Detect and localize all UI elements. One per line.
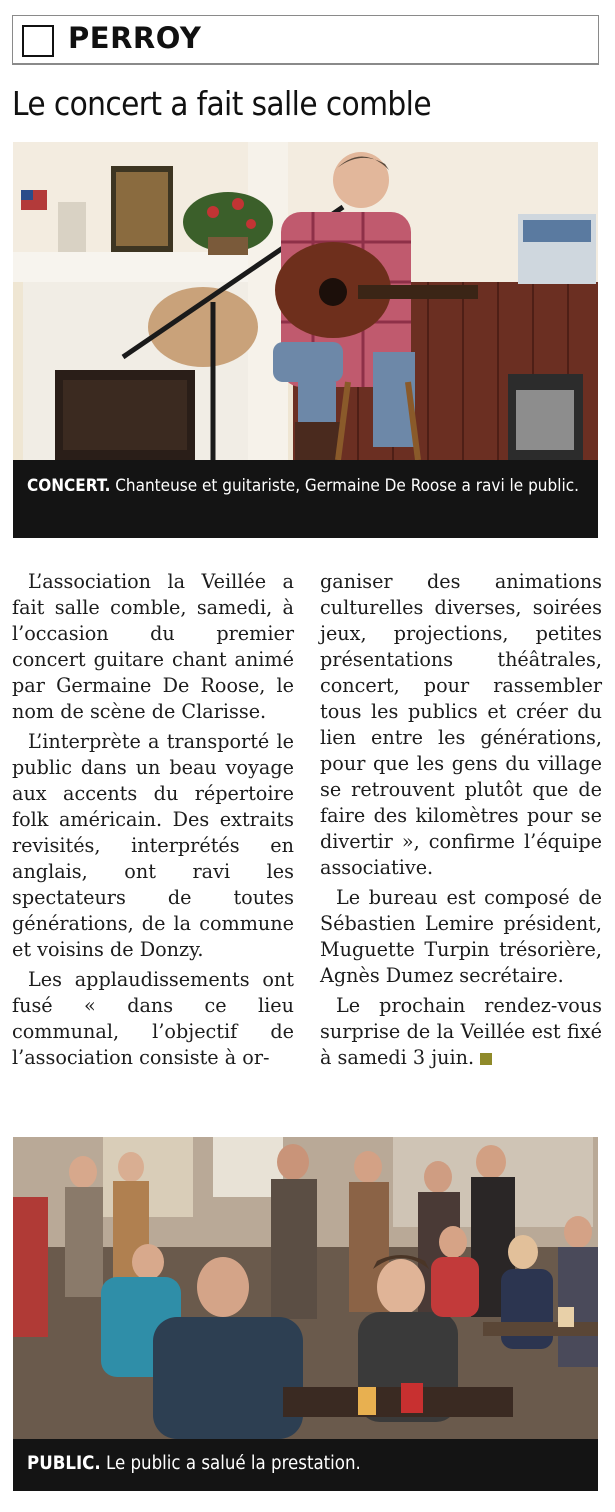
paragraph: L’association la Veillée a fait salle comble, samedi, à l’occasion du premier concert guitare chant animé par Germaine De Roose, le nom de scène de Clarisse. bbox=[12, 570, 294, 723]
end-mark-icon bbox=[480, 1053, 492, 1065]
concert-caption bbox=[13, 460, 598, 538]
paragraph: Les applaudissements ont fusé « dans ce lieu communal, l’objectif de l’association consiste à or- bbox=[12, 968, 294, 1069]
paragraph-text: Le prochain rendez-vous surprise de la Veillée est fixé à samedi 3 juin. bbox=[320, 994, 602, 1069]
article-column-1 bbox=[12, 569, 294, 1075]
audience-photo bbox=[13, 1137, 598, 1439]
audience-caption bbox=[13, 1439, 598, 1491]
paragraph: ganiser des animations culturelles diverses, soirées jeux, projections, petites présentations théâtrales, concert, pour rassembler tous les publics et créer du lien entre les générations, pour que les gens du village se retrouvent plutôt que de faire des kilomètres pour se divertir », confirme l’équipe associative. bbox=[320, 570, 602, 879]
checkbox-icon bbox=[22, 25, 54, 57]
paragraph: L’interprète a transporté le public dans un beau voyage aux accents du répertoire folk américain. Des extraits revisités, interprétés en anglais, ont ravi les spectateurs de toutes générations, de la commune et voisins de Donzy. bbox=[12, 730, 294, 961]
section-header bbox=[12, 15, 599, 65]
concert-photo bbox=[13, 142, 598, 460]
section-title: PERROY bbox=[68, 21, 202, 55]
headline: Le concert a fait salle comble bbox=[12, 84, 432, 123]
caption-lead: PUBLIC. bbox=[27, 1453, 101, 1474]
caption-lead: CONCERT. bbox=[27, 476, 111, 496]
paragraph bbox=[320, 993, 602, 1071]
paragraph: Le bureau est composé de Sébastien Lemire président, Muguette Turpin trésorière, Agnès Dumez secrétaire. bbox=[320, 886, 602, 987]
caption-text: Chanteuse et guitariste, Germaine De Roose a ravi le public. bbox=[110, 476, 579, 496]
article-column-2 bbox=[320, 569, 602, 1075]
caption-text: Le public a salué la prestation. bbox=[100, 1453, 361, 1474]
